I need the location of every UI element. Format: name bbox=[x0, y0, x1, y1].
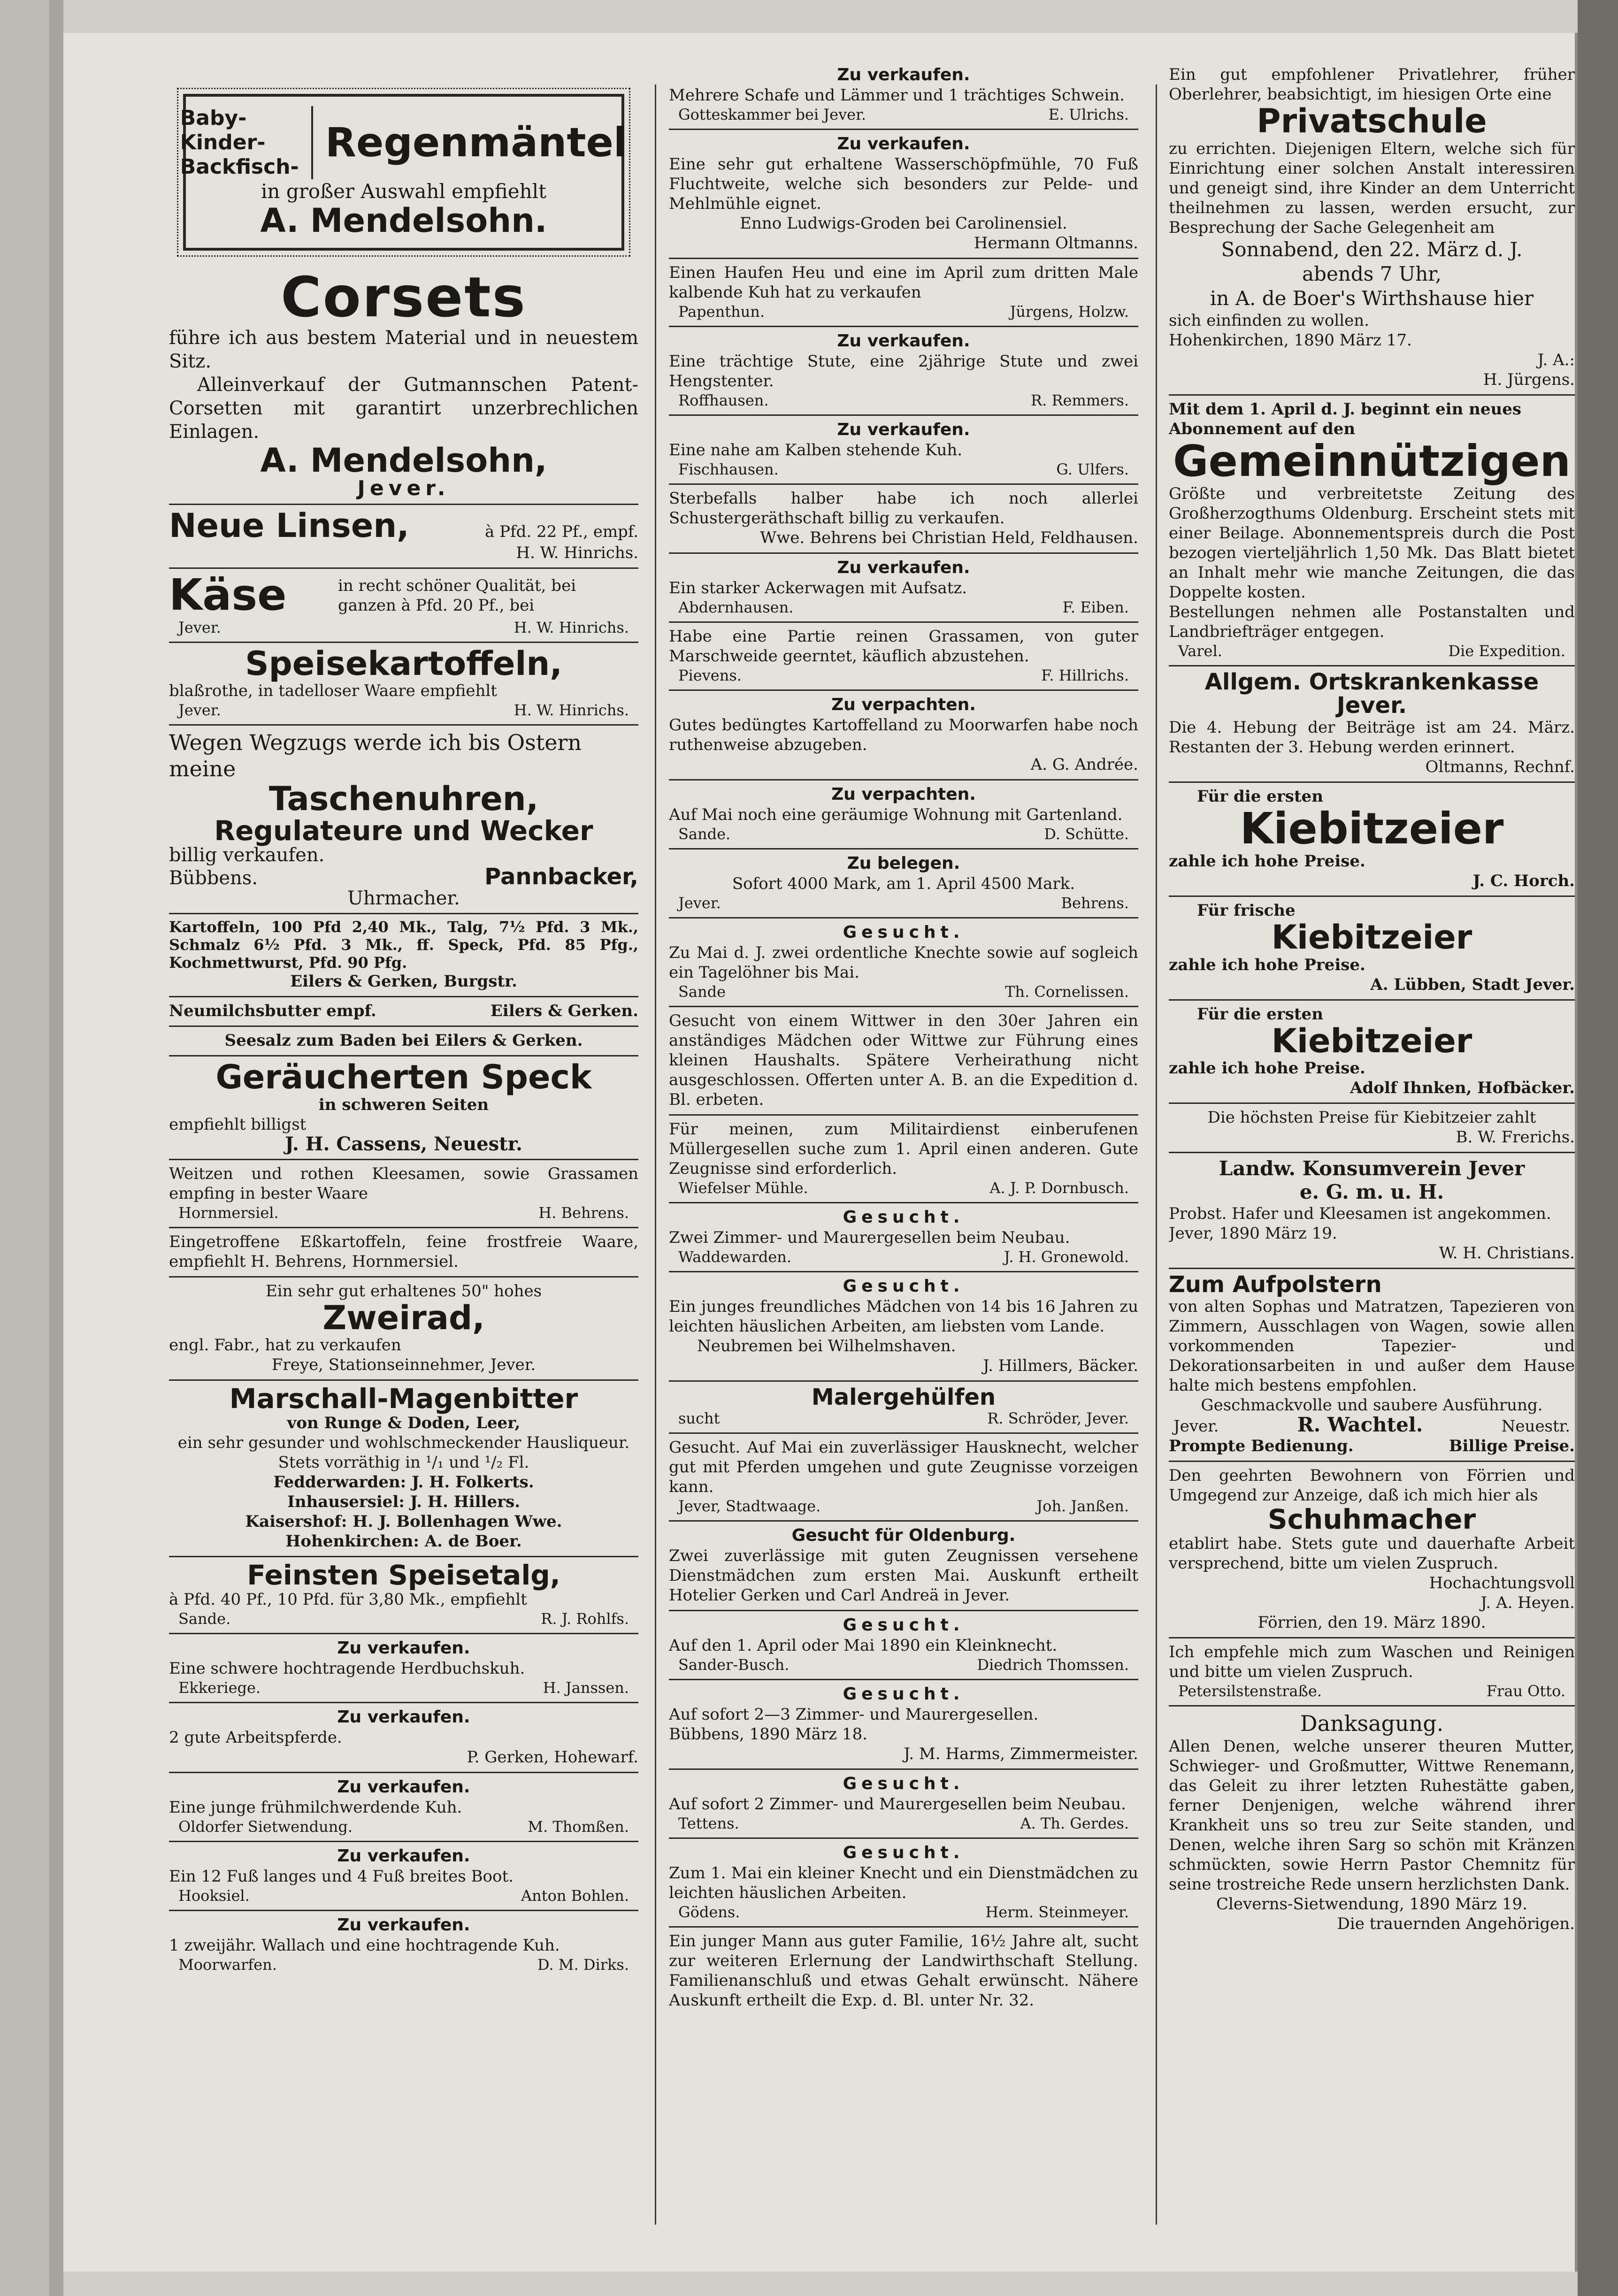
ad-text: Auf sofort 2 Zimmer- und Maurergesellen beim Neubau. bbox=[669, 1795, 1126, 1814]
ad-place: Petersilstenstraße. bbox=[1178, 1682, 1322, 1700]
ad-esskartoffeln bbox=[169, 1228, 638, 1278]
ad-heading: Zu verkaufen. bbox=[837, 65, 970, 84]
ad-signature: Frau Otto. bbox=[1486, 1682, 1565, 1700]
ad-signature: H. W. Hinrichs. bbox=[514, 618, 629, 636]
ad-place: sucht bbox=[678, 1409, 720, 1428]
ad-c2-18 bbox=[669, 1434, 1138, 1522]
scan-binding-shadow bbox=[49, 0, 63, 2296]
ad-place: Varel. bbox=[1178, 642, 1222, 660]
ad-text: Prompte Bedienung. bbox=[1169, 1436, 1354, 1455]
ad-text: blaßrothe, in tadelloser Waare empfiehlt bbox=[169, 681, 497, 701]
ad-text: Für meinen, zum Militairdienst einberufenen Müllergesellen suche zum 1. April einen anderen. Gute Zeugnisse sind erforderlich. bbox=[669, 1120, 1138, 1178]
column-2 bbox=[669, 61, 1138, 2015]
dealer-line: Inhausersiel: J. H. Hillers. bbox=[287, 1492, 521, 1512]
ad-signature: P. Gerken, Hohewarf. bbox=[467, 1748, 638, 1767]
ad-heading: Zu belegen. bbox=[847, 854, 960, 873]
ad-signature: Die Expedition. bbox=[1448, 642, 1565, 660]
ad-text: ein sehr gesunder und wohlschmeckender Hausliqueur. Stets vorräthig in ¹/₁ und ¹/₂ Fl. bbox=[177, 1433, 630, 1472]
ad-place: Jever, 1890 März 19. bbox=[1169, 1224, 1337, 1243]
ad-heading: Gesucht. bbox=[843, 1774, 965, 1794]
ad-signature: Adolf Ihnken, Hofbäcker. bbox=[1350, 1079, 1575, 1098]
ad-text: Bestellungen nehmen alle Postanstalten und Landbriefträger entgegen. bbox=[1169, 603, 1575, 642]
ad-signature: H. W. Hinrichs. bbox=[514, 701, 629, 719]
ad-c2-14 bbox=[669, 1116, 1138, 1203]
ad-c2-3 bbox=[669, 259, 1138, 327]
ad-title: Privatschule bbox=[1257, 102, 1487, 140]
ad-place: Förrien, den 19. März 1890. bbox=[1258, 1613, 1486, 1632]
ad-waschen bbox=[1169, 1638, 1575, 1707]
column-1 bbox=[169, 61, 638, 1979]
ad-signature: Jürgens, Holzw. bbox=[1010, 303, 1129, 321]
ad-title: Kiebitzeier bbox=[1271, 918, 1472, 957]
ad-c2-10 bbox=[669, 781, 1138, 850]
ad-place: Jever. bbox=[1173, 1416, 1219, 1436]
ad-title: Speisekartoffeln, bbox=[245, 644, 562, 683]
ad-title: Danksagung. bbox=[1300, 1710, 1444, 1736]
ad-title: Neue Linsen, bbox=[169, 506, 409, 545]
ad-place: Wiefelser Mühle. bbox=[678, 1179, 808, 1197]
ad-text: Mehrere Schafe und Lämmer und 1 trächtiges Schwein. bbox=[669, 86, 1125, 105]
ad-title: Corsets bbox=[281, 264, 527, 329]
ad-c2-23 bbox=[669, 1839, 1138, 1928]
ad-signature: Hochachtungsvoll bbox=[1429, 1573, 1575, 1592]
ad-title: Zum Aufpolstern bbox=[1169, 1271, 1382, 1298]
ad-signature: Die trauernden Angehörigen. bbox=[1337, 1914, 1575, 1933]
ad-title: e. G. m. u. H. bbox=[1299, 1180, 1444, 1204]
ad-verkaufen-5 bbox=[169, 1911, 638, 1979]
ad-title: Feinsten Speisetalg, bbox=[247, 1559, 560, 1592]
ad-title: Geräucherten Speck bbox=[215, 1058, 592, 1097]
ad-text: Eine nahe am Kalben stehende Kuh. bbox=[669, 441, 963, 459]
ad-advertiser: A. Mendelsohn, bbox=[260, 441, 547, 480]
ad-place: Sander-Busch. bbox=[678, 1656, 790, 1674]
ad-c2-1 bbox=[669, 61, 1138, 130]
ad-place: Sande. bbox=[678, 825, 731, 843]
ad-text: Einen Haufen Heu und eine im April zum dritten Male kalbende Kuh hat zu verkaufen bbox=[669, 263, 1138, 302]
ad-signature: J. M. Harms, Zimmermeister. bbox=[904, 1745, 1138, 1764]
ad-c2-21 bbox=[669, 1680, 1138, 1770]
ad-text: Eine trächtige Stute, eine 2jährige Stute und zwei Hengstenter. bbox=[669, 352, 1138, 390]
ad-text: Wegen Wegzugs werde ich bis Ostern meine bbox=[169, 730, 582, 782]
ad-title: Zweirad, bbox=[322, 1298, 485, 1337]
ad-text: Eine schwere hochtragende Herdbuchskuh. bbox=[169, 1659, 525, 1678]
ad-seesalz bbox=[169, 1027, 638, 1056]
ad-place: Papenthun. bbox=[678, 303, 765, 321]
ad-text: Gesucht. Auf Mai ein zuverlässiger Hausknecht, welcher gut mit Pferden umgehen und gute Zeugnisse vorzeigen kann. bbox=[669, 1438, 1138, 1497]
ad-heading: Gesucht. bbox=[843, 1615, 965, 1635]
ad-text: Mit dem 1. April d. J. beginnt ein neues Abonnement auf den bbox=[1169, 399, 1521, 438]
ad-signature: Anton Bohlen. bbox=[521, 1887, 629, 1905]
ad-text: engl. Fabr., hat zu verkaufen bbox=[169, 1336, 401, 1355]
ad-advertiser: R. Wachtel. bbox=[1297, 1413, 1423, 1436]
ad-konsumverein bbox=[1169, 1153, 1575, 1269]
ad-text: führe ich aus bestem Material und in neuestem Sitz. bbox=[169, 327, 638, 373]
ad-place: Hohenkirchen, 1890 März 17. bbox=[1169, 330, 1412, 350]
ad-place: Jever. bbox=[178, 618, 221, 636]
ad-signature: H. Jürgens. bbox=[1483, 370, 1575, 389]
box-headline: Regenmäntel bbox=[325, 119, 628, 166]
ad-signature: J. A.: bbox=[1537, 350, 1575, 369]
ad-place: Pievens. bbox=[678, 666, 742, 684]
ad-signature: Eilers & Gerken, Burgstr. bbox=[290, 972, 517, 991]
ad-c2-20 bbox=[669, 1611, 1138, 1680]
ad-heading: Zu verkaufen. bbox=[337, 1638, 470, 1658]
ad-text: à Pfd. 22 Pf., empf. bbox=[485, 522, 638, 541]
ad-text: Für die ersten bbox=[1197, 1004, 1323, 1024]
ad-text: Die höchsten Preise für Kiebitzeier zahlt bbox=[1207, 1108, 1536, 1127]
ad-place: Moorwarfen. bbox=[178, 1956, 277, 1974]
ad-kiebitzeier-2 bbox=[1169, 897, 1575, 1001]
ad-place: Bübbens, 1890 März 18. bbox=[669, 1725, 867, 1744]
box-advertiser: A. Mendelsohn. bbox=[260, 201, 547, 240]
ad-text: Zum 1. Mai ein kleiner Knecht und ein Dienstmädchen zu leichten häuslichen Arbeiten. bbox=[669, 1864, 1138, 1903]
ad-title: Gemeinnützigen bbox=[1173, 436, 1571, 486]
column-rule-1 bbox=[655, 84, 656, 2225]
ad-gemeinnuetzigen bbox=[1169, 396, 1575, 667]
ad-heading: Zu verkaufen. bbox=[837, 331, 970, 351]
ad-text: Habe eine Partie reinen Grassamen, von guter Marschweide geerntet, käuflich abzustehen. bbox=[669, 627, 1138, 666]
ad-c2-15 bbox=[669, 1203, 1138, 1272]
ad-text: Für frische bbox=[1197, 901, 1296, 920]
ad-place: Jever. bbox=[357, 476, 450, 500]
ad-signature: G. Ulfers. bbox=[1056, 460, 1129, 478]
ad-text: sich einfinden zu wollen. bbox=[1169, 311, 1369, 330]
ad-heading: Zu verpachten. bbox=[831, 695, 976, 714]
ad-text: Auf sofort 2—3 Zimmer- und Maurergesellen. bbox=[669, 1705, 1039, 1724]
ad-signature: H. Behrens. bbox=[538, 1203, 629, 1222]
ad-signature: Diedrich Thomssen. bbox=[977, 1656, 1129, 1674]
dealer-line: Fedderwarden: J. H. Folkerts. bbox=[273, 1473, 534, 1492]
ad-street: Neuestr. bbox=[1501, 1416, 1570, 1436]
ad-role: Uhrmacher. bbox=[347, 888, 460, 910]
ad-verkaufen-3 bbox=[169, 1773, 638, 1842]
ad-heading: Gesucht. bbox=[843, 923, 965, 942]
ad-text: Weitzen und rothen Kleesamen, sowie Grassamen empfing in bester Waare bbox=[169, 1164, 638, 1203]
ad-date: Sonnabend, den 22. März d. J. bbox=[1221, 237, 1523, 261]
ad-corsets bbox=[169, 265, 638, 505]
ad-privatschule bbox=[1169, 61, 1575, 396]
ad-heading: Gesucht für Oldenburg. bbox=[791, 1526, 1016, 1546]
ad-text: etablirt habe. Stets gute und dauerhafte Arbeit versprechend, bitte um vielen Zuspruch. bbox=[1169, 1534, 1575, 1573]
ad-kaese bbox=[169, 569, 638, 643]
ad-signature: F. Hillrichs. bbox=[1041, 666, 1129, 684]
ad-signature: F. Eiben. bbox=[1062, 598, 1129, 616]
ad-signature: D. M. Dirks. bbox=[537, 1956, 629, 1974]
ad-mendelsohn-box bbox=[180, 94, 628, 251]
ad-title: Schuhmacher bbox=[1267, 1503, 1476, 1535]
ad-heading: Zu verkaufen. bbox=[837, 420, 970, 439]
ad-heading: Zu verkaufen. bbox=[337, 1915, 470, 1935]
ad-title: Malergehülfen bbox=[811, 1384, 996, 1410]
box-label-backfisch: Backfisch- bbox=[180, 155, 299, 179]
ad-text: zahle ich hohe Preise. bbox=[1169, 1059, 1365, 1078]
ad-text: Zu Mai d. J. zwei ordentliche Knechte sowie auf sogleich ein Tagelöhner bis Mai. bbox=[669, 943, 1138, 982]
ad-place: Waddewarden. bbox=[678, 1248, 792, 1266]
ad-text: zahle ich hohe Preise. bbox=[1169, 852, 1365, 871]
ad-text: Geschmackvolle und saubere Ausführung. bbox=[1201, 1395, 1543, 1415]
ad-danksagung bbox=[1169, 1707, 1575, 1938]
ad-place: Tettens. bbox=[678, 1814, 739, 1833]
ad-c2-11 bbox=[669, 850, 1138, 918]
ad-c2-5 bbox=[669, 416, 1138, 485]
ad-date: abends 7 Uhr, bbox=[1302, 262, 1442, 285]
ad-text: Ich empfehle mich zum Waschen und Reinigen und bitte um vielen Zuspruch. bbox=[1169, 1642, 1575, 1681]
ad-place: Oldorfer Sietwendung. bbox=[178, 1818, 353, 1836]
ad-text: billig verkaufen. bbox=[169, 844, 325, 866]
ad-place: Roffhausen. bbox=[678, 391, 769, 409]
ad-place: Enno Ludwigs-Groden bei Carolinensiel. bbox=[740, 214, 1067, 233]
ad-text: Seesalz zum Baden bei Eilers & Gerken. bbox=[224, 1031, 583, 1050]
ad-title: Landw. Konsumverein Jever bbox=[1219, 1157, 1525, 1180]
ad-text: Zwei Zimmer- und Maurergesellen beim Neubau. bbox=[669, 1228, 1070, 1247]
ad-text: zahle ich hohe Preise. bbox=[1169, 955, 1365, 974]
ad-signature: Eilers & Gerken. bbox=[490, 1002, 638, 1021]
ad-signature: A. Th. Gerdes. bbox=[1020, 1814, 1129, 1833]
ad-text: Ein junges freundliches Mädchen von 14 bis 16 Jahren zu leichten häuslichen Arbeiten, am liebsten vom Lande. bbox=[669, 1297, 1138, 1336]
ad-signature: A. G. Andrée. bbox=[1030, 755, 1138, 774]
ad-text: zu errichten. Diejenigen Eltern, welche sich für Einrichtung einer solchen Anstalt interessiren und geneigt sind, ihre Kinder an dem Unterricht theilnehmen zu lassen, werden ersucht, zur Besprechung der Sache Gelegenheit am bbox=[1169, 139, 1575, 237]
ad-place: Hooksiel. bbox=[178, 1887, 250, 1905]
ad-signature: H. Janssen. bbox=[543, 1679, 629, 1697]
ad-text: in schweren Seiten bbox=[318, 1095, 489, 1114]
ad-place: Jever, Stadtwaage. bbox=[678, 1497, 821, 1515]
scan-right-margin bbox=[1578, 0, 1618, 2296]
ad-text: Eine sehr gut erhaltene Wasserschöpfmühle, 70 Fuß Fluchtweite, welche sich besonders zur Pelde- und Mehlmühle eignet. bbox=[669, 155, 1138, 213]
ad-c2-12 bbox=[669, 918, 1138, 1007]
ad-place: Hornmersiel. bbox=[178, 1203, 279, 1222]
ad-place: Abdernhausen. bbox=[678, 598, 794, 616]
ad-place: Jever. bbox=[178, 701, 221, 719]
column-3 bbox=[1169, 61, 1575, 1938]
ad-kartoffeln bbox=[169, 914, 638, 997]
ad-text: Sofort 4000 Mark, am 1. April 4500 Mark. bbox=[732, 874, 1075, 893]
ad-heading: Zu verkaufen. bbox=[337, 1707, 470, 1727]
box-label-baby: Baby- bbox=[180, 106, 247, 130]
ad-text: Eine junge frühmilchwerdende Kuh. bbox=[169, 1798, 462, 1817]
ad-text: Ein junger Mann aus guter Familie, 16½ Jahre alt, sucht zur weiteren Erlernung der Landwirthschaft Stellung. Familienanschluß und etwas Gehalt erwünscht. Nähere Auskunft ertheilt die Exp. d. Bl. unter Nr. 32. bbox=[669, 1932, 1138, 2010]
ad-text: in recht schöner Qualität, bei ganzen à Pfd. 20 Pf., bei bbox=[338, 576, 576, 615]
box-label-kinder: Kinder- bbox=[180, 130, 266, 154]
ad-place: Ekkeriege. bbox=[178, 1679, 261, 1697]
dealer-line: Hohenkirchen: A. de Boer. bbox=[285, 1532, 522, 1551]
ad-signature: H. W. Hinrichs. bbox=[516, 543, 638, 563]
ad-c2-24 bbox=[669, 1928, 1138, 2015]
ad-signature: W. H. Christians. bbox=[1439, 1244, 1575, 1263]
ad-c2-16 bbox=[669, 1272, 1138, 1382]
ad-place: Fischhausen. bbox=[678, 460, 779, 478]
ad-title: Kiebitzeier bbox=[1271, 1021, 1472, 1060]
ad-text: von Runge & Doden, Leer, bbox=[287, 1414, 521, 1433]
ad-place: Neubremen bei Wilhelmshaven. bbox=[697, 1337, 956, 1355]
box-line: in großer Auswahl empfiehlt bbox=[261, 180, 546, 203]
ad-weitzen bbox=[169, 1160, 638, 1228]
ad-schuhmacher bbox=[1169, 1462, 1575, 1638]
ad-signature: J. A. Heyen. bbox=[1480, 1593, 1575, 1612]
ad-linsen bbox=[169, 505, 638, 569]
ad-date: in A. de Boer's Wirthshause hier bbox=[1210, 286, 1534, 310]
ad-title: Marschall-Magenbitter bbox=[229, 1383, 578, 1415]
ad-signature: Oltmanns, Rechnf. bbox=[1425, 757, 1575, 776]
ad-heading: Gesucht. bbox=[843, 1684, 965, 1704]
ad-text: Ein starker Ackerwagen mit Aufsatz. bbox=[669, 579, 967, 597]
ad-text: Kartoffeln, 100 Pfd 2,40 Mk., Talg, 7½ Pfd. 3 Mk., Schmalz 6½ Pfd. 3 Mk., ff. Speck, Pfd. 85 Pfg., Kochmettwurst, Pfd. 90 Pfg. bbox=[169, 918, 638, 972]
ad-title: Kiebitzeier bbox=[1240, 803, 1504, 854]
ad-place: Gödens. bbox=[678, 1903, 740, 1921]
ad-place: Sande bbox=[678, 983, 726, 1001]
ad-text: von alten Sophas und Matratzen, Tapezieren von Zimmern, Ausschlagen von Wagen, sowie allen vorkommenden Tapezier- und Dekorationsarbeiten in und außer dem Hause halte mich bestens empfohlen. bbox=[1169, 1297, 1575, 1395]
ad-c2-17 bbox=[669, 1382, 1138, 1434]
ad-heading: Gesucht. bbox=[843, 1843, 965, 1863]
ad-signature: Hermann Oltmanns. bbox=[974, 234, 1138, 253]
ad-c2-6 bbox=[669, 485, 1138, 554]
ad-c2-4 bbox=[669, 327, 1138, 416]
ad-signature: E. Ulrichs. bbox=[1048, 106, 1129, 123]
ad-signature: R. Remmers. bbox=[1031, 391, 1129, 409]
ad-signature: A. Lübben, Stadt Jever. bbox=[1370, 975, 1575, 994]
ad-text: Probst. Hafer und Kleesamen ist angekommen. bbox=[1169, 1204, 1551, 1224]
ad-c2-8 bbox=[669, 623, 1138, 691]
ad-c2-19 bbox=[669, 1522, 1138, 1611]
ad-signature: J. C. Horch. bbox=[1472, 872, 1575, 891]
ad-kiebitzeier-3 bbox=[1169, 1001, 1575, 1104]
ad-verkaufen-2 bbox=[169, 1703, 638, 1773]
ad-text: 2 gute Arbeitspferde. bbox=[169, 1728, 342, 1747]
ad-zweirad bbox=[169, 1278, 638, 1381]
ad-speck bbox=[169, 1056, 638, 1160]
ad-signature: Joh. Janßen. bbox=[1036, 1497, 1129, 1515]
dealer-line: Kaisershof: H. J. Bollenhagen Wwe. bbox=[245, 1512, 562, 1531]
ad-signature: D. Schütte. bbox=[1044, 825, 1129, 843]
ad-signature: A. J. P. Dornbusch. bbox=[989, 1179, 1129, 1197]
ad-kiebitzeier-4 bbox=[1169, 1104, 1575, 1153]
ad-c2-13 bbox=[669, 1007, 1138, 1116]
ad-aufpolstern bbox=[1169, 1269, 1575, 1462]
ad-title: Allgem. Ortskrankenkasse Jever. bbox=[1204, 669, 1539, 719]
ad-magenbitter bbox=[169, 1381, 638, 1557]
ad-title: Käse bbox=[169, 570, 287, 620]
ad-speisetalg bbox=[169, 1557, 638, 1634]
ad-signature: M. Thomßen. bbox=[528, 1818, 629, 1836]
ad-speisekartoffeln bbox=[169, 643, 638, 726]
ad-c2-9 bbox=[669, 691, 1138, 781]
ad-c2-7 bbox=[669, 554, 1138, 623]
ad-verkaufen-4 bbox=[169, 1842, 638, 1911]
ad-taschenuhren bbox=[169, 726, 638, 914]
ad-signature: Freye, Stationseinnehmer, Jever. bbox=[271, 1355, 536, 1375]
column-rule-2 bbox=[1156, 84, 1157, 2225]
ad-signature: R. Schröder, Jever. bbox=[987, 1409, 1129, 1428]
box-left-labels bbox=[180, 106, 313, 179]
ad-place: Jever. bbox=[678, 894, 721, 912]
ad-heading: Zu verkaufen. bbox=[837, 134, 970, 153]
ad-signature: Wwe. Behrens bei Christian Held, Feldhausen. bbox=[760, 528, 1138, 547]
ad-text: Den geehrten Bewohnern von Förrien und Umgegend zur Anzeige, daß ich mich hier als bbox=[1169, 1466, 1575, 1505]
ad-text: Neumilchsbutter empf. bbox=[169, 1002, 376, 1021]
ad-text: Ein 12 Fuß langes und 4 Fuß breites Boot. bbox=[169, 1867, 514, 1886]
ad-text: Größte und verbreitetste Zeitung des Großherzogthums Oldenburg. Erscheint stets mit einer Beilage. Abonnementspreis durch die Post bezogen vierteljährlich 1,50 Mk. Das Blatt bietet an Inhalt mehr wie manche Zeitungen, die das Doppelte kosten. bbox=[1169, 484, 1575, 602]
ad-text: 1 zweijähr. Wallach und eine hochtragende Kuh. bbox=[169, 1936, 560, 1955]
ad-place: Sande. bbox=[178, 1610, 231, 1628]
ad-text: Gesucht von einem Wittwer in den 30er Jahren ein anständiges Mädchen oder Wittwe zur Führung eines kleinen Haushalts. Spätere Verheirathung nicht ausgeschlossen. Offerten unter A. B. an die Expedition d. Bl. erbeten. bbox=[669, 1011, 1138, 1109]
ad-text: Auf den 1. April oder Mai 1890 ein Kleinknecht. bbox=[669, 1636, 1058, 1655]
ad-text: Allen Denen, welche unserer theuren Mutter, Schwieger- und Großmutter, Wittwe Renemann, das Geleit zu ihrer letzten Ruhestätte gaben, ferner Denjenigen, welche während ihrer Krankheit uns so treu zur Seite standen, und Denen, welche ihren Sarg so schön mit Kränzen schmückten, sowie Herrn Pastor Chemnitz für seine trostreiche Rede unsern herzlichsten Dank. bbox=[1169, 1737, 1575, 1894]
ad-heading: Zu verkaufen. bbox=[337, 1846, 470, 1866]
ad-place: Bübbens. bbox=[169, 867, 258, 889]
ad-neumilchsbutter bbox=[169, 997, 638, 1027]
ad-signature: J. Hillmers, Bäcker. bbox=[983, 1356, 1138, 1375]
ad-signature: B. W. Frerichs. bbox=[1456, 1128, 1575, 1147]
ad-advertiser: Pannbacker, bbox=[484, 863, 638, 890]
ad-text: Für die ersten bbox=[1197, 787, 1323, 806]
ad-heading: Gesucht. bbox=[843, 1277, 965, 1296]
ad-heading: Gesucht. bbox=[843, 1208, 965, 1227]
ad-title: Regulateure und Wecker bbox=[214, 814, 593, 847]
ad-signature: Behrens. bbox=[1061, 894, 1129, 912]
ad-place: Cleverns-Sietwendung, 1890 März 19. bbox=[1216, 1894, 1527, 1913]
ad-signature: Herm. Steinmeyer. bbox=[985, 1903, 1129, 1921]
scan-left-margin bbox=[0, 0, 49, 2296]
ad-text: empfiehlt billigst bbox=[169, 1115, 307, 1134]
ad-title: Taschenuhren, bbox=[268, 780, 539, 819]
ad-text: Gutes bedüngtes Kartoffelland zu Moorwarfen habe noch ruthenweise abzugeben. bbox=[669, 716, 1138, 754]
ad-kiebitzeier-1 bbox=[1169, 783, 1575, 897]
ad-signature: J. H. Cassens, Neuestr. bbox=[285, 1133, 522, 1155]
ad-text: Zwei zuverlässige mit guten Zeugnissen versehene Dienstmädchen zum ersten Mai. Auskunft ertheilt Hotelier Gerken und Carl Andreä in Jever. bbox=[669, 1546, 1138, 1605]
ad-place: Gotteskammer bei Jever. bbox=[678, 106, 867, 123]
ad-text: Eingetroffene Eßkartoffeln, feine frostfreie Waare, empfiehlt H. Behrens, Hornmersiel. bbox=[169, 1232, 638, 1271]
ad-text: Sterbefalls halber habe ich noch allerlei Schustergeräthschaft billig zu verkaufen. bbox=[669, 489, 1138, 528]
ad-signature: R. J. Rohlfs. bbox=[541, 1610, 629, 1628]
ad-text: Auf Mai noch eine geräumige Wohnung mit Gartenland. bbox=[669, 805, 1123, 824]
ad-verkaufen-1 bbox=[169, 1634, 638, 1703]
ad-text: à Pfd. 40 Pf., 10 Pfd. für 3,80 Mk., empfiehlt bbox=[169, 1590, 527, 1609]
ad-ortskrankenkasse bbox=[1169, 666, 1575, 783]
ad-text: Billige Preise. bbox=[1449, 1436, 1575, 1455]
ad-text: Die 4. Hebung der Beiträge ist am 24. März. Restanten der 3. Hebung werden erinnert. bbox=[1169, 718, 1575, 757]
ad-text: Ein gut empfohlener Privatlehrer, früher Oberlehrer, beabsichtigt, im hiesigen Orte eine bbox=[1169, 65, 1575, 104]
ad-text: Alleinverkauf der Gutmannschen Patent-Corsetten mit garantirt unzerbrechlichen Einlagen. bbox=[169, 374, 638, 443]
ad-c2-2 bbox=[669, 130, 1138, 259]
ad-heading: Zu verpachten. bbox=[831, 785, 976, 804]
ad-c2-22 bbox=[669, 1770, 1138, 1839]
ad-signature: J. H. Gronewold. bbox=[1004, 1248, 1129, 1266]
ad-text: Ein sehr gut erhaltenes 50" hohes bbox=[265, 1281, 542, 1301]
ad-heading: Zu verkaufen. bbox=[837, 558, 970, 577]
ad-heading: Zu verkaufen. bbox=[337, 1777, 470, 1797]
ad-signature: Th. Cornelissen. bbox=[1005, 983, 1129, 1001]
